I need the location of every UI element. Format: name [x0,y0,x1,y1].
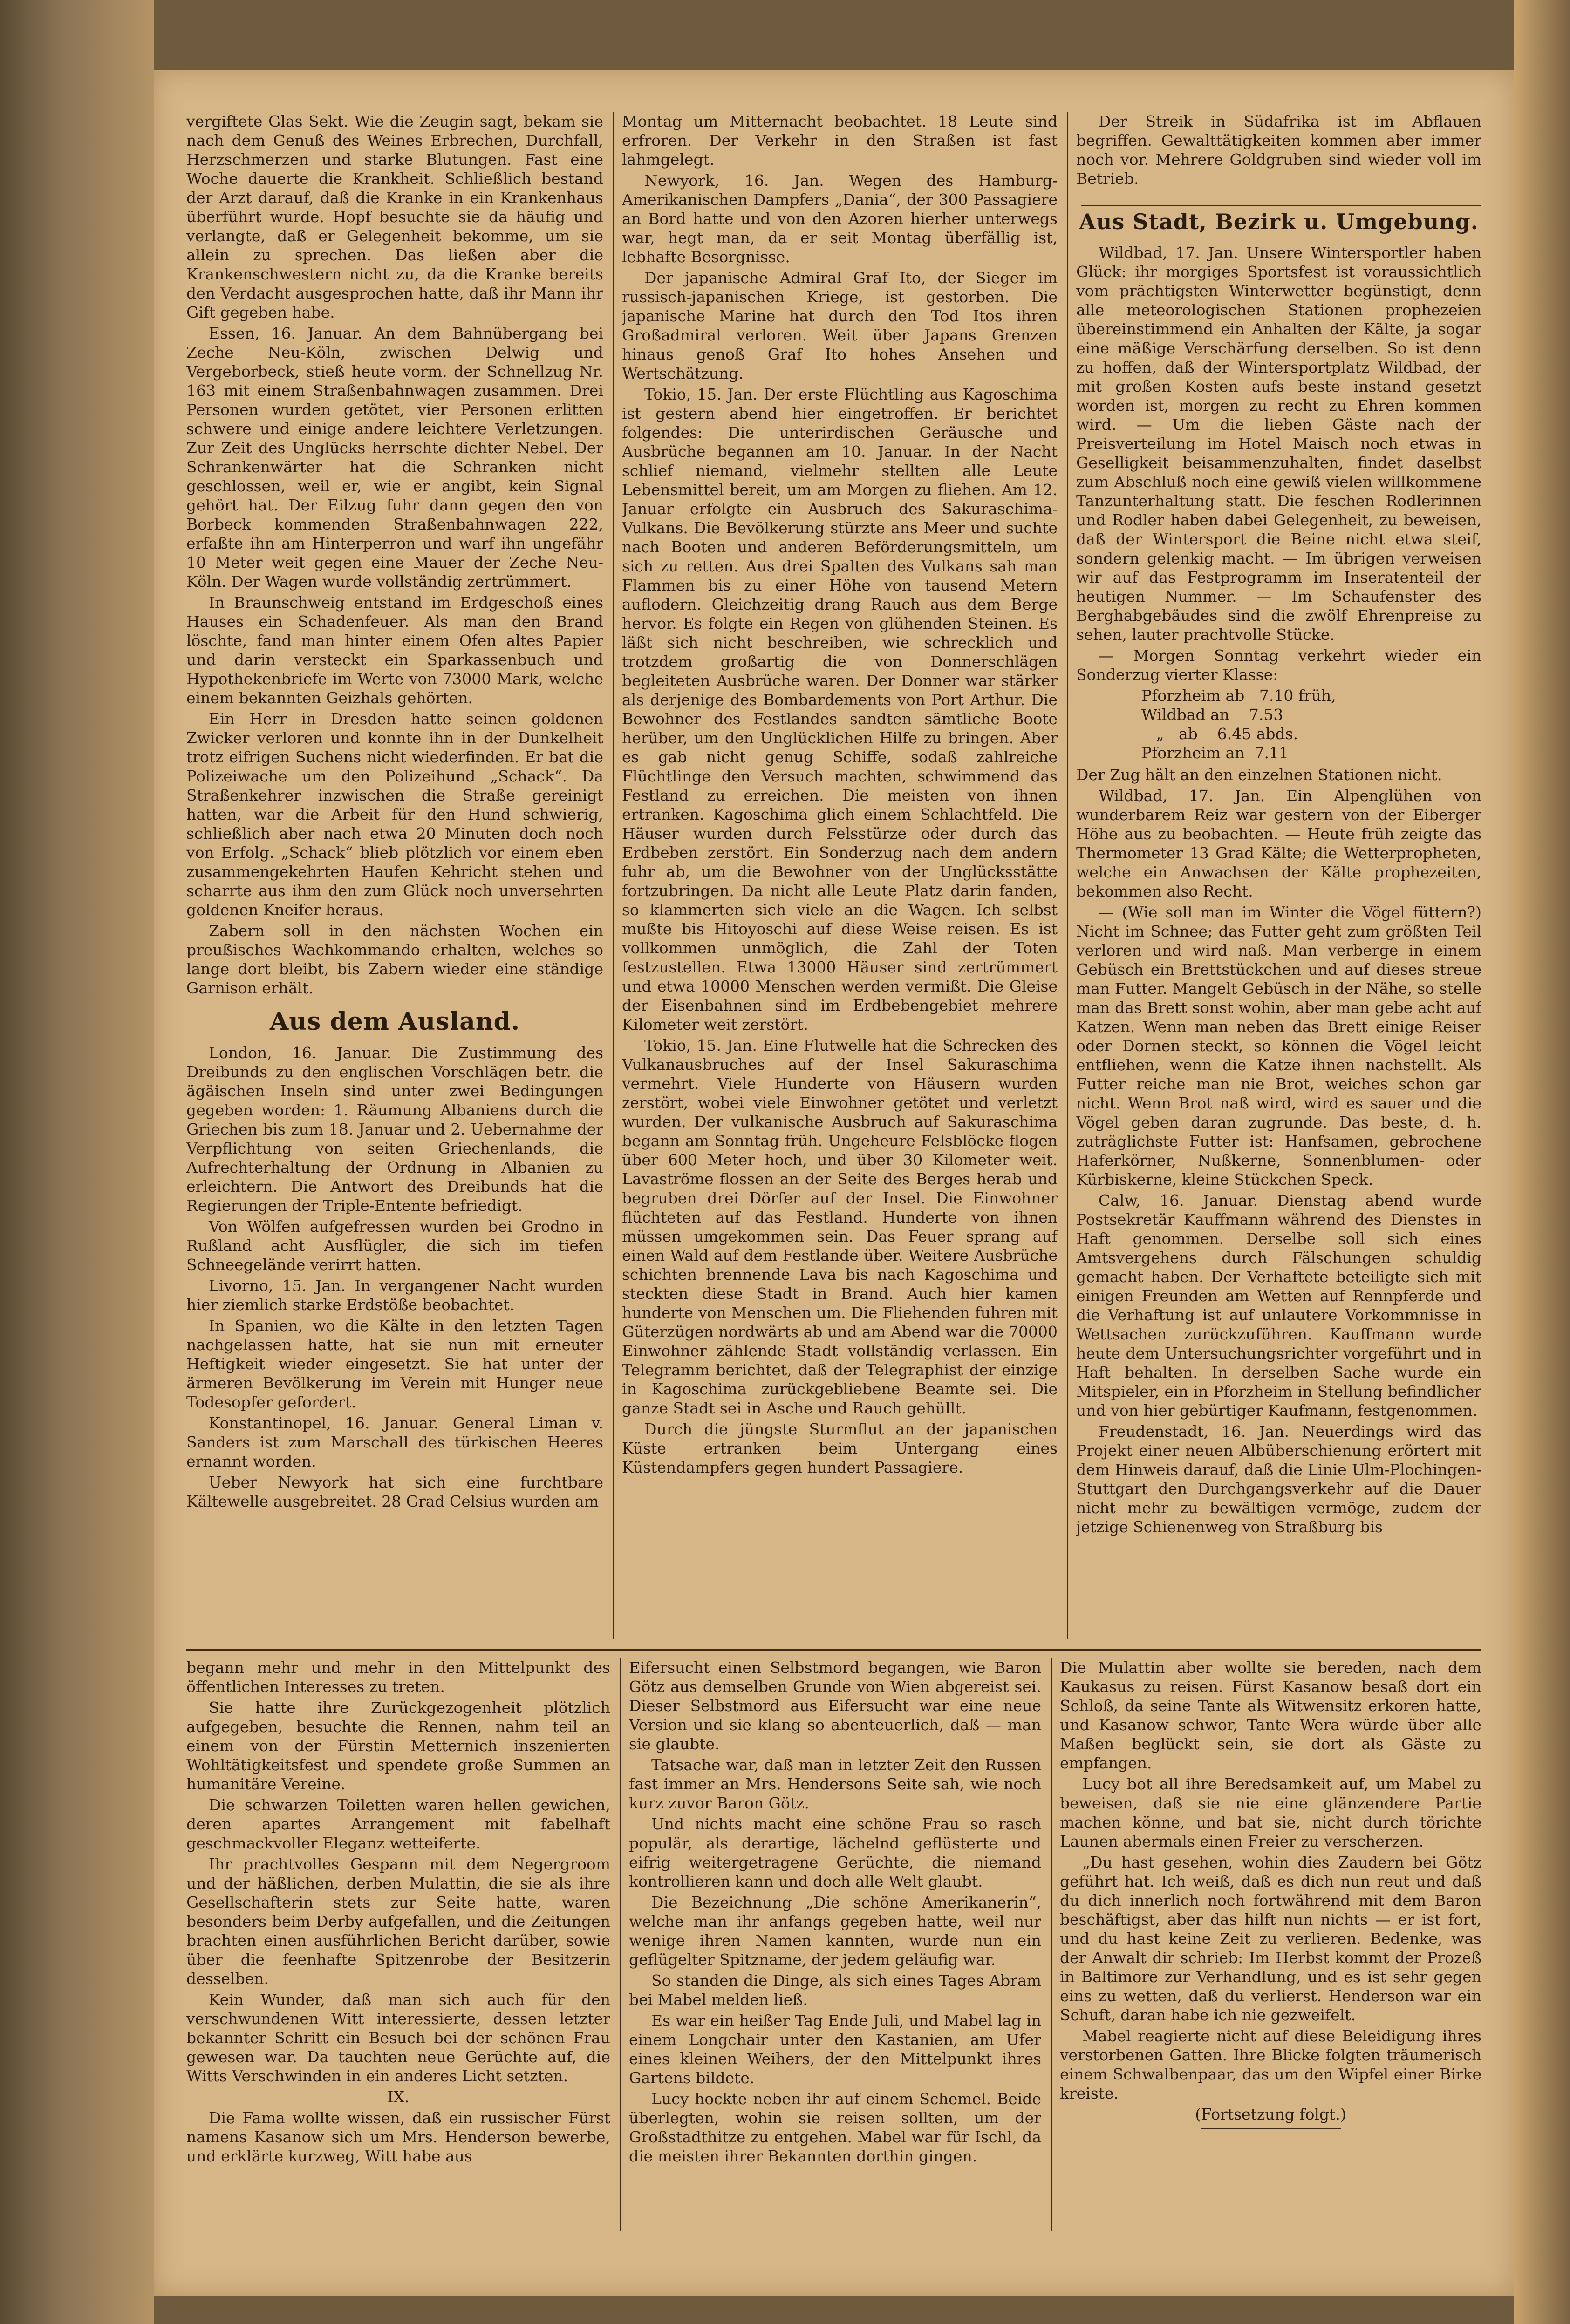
story-paragraph: begann mehr und mehr in den Mittelpunkt des öffentlichen Interesses zu treten. [186,1658,610,1696]
article-paragraph: Wildbad, 17. Jan. Ein Alpenglühen von wunderbarem Reiz war gestern von der Eiberger Höhe aus zu beobachten. — Heute früh zeigte das Thermometer 13 Grad Kälte; die Wetterpropheten, welche ein Anwachsen der Kälte prophezeiten, bekommen also Recht. [1076,787,1481,900]
newspaper-page [154,70,1514,2296]
feuilleton-column-2 [629,1658,1041,2236]
story-paragraph: Lucy hockte neben ihr auf einem Schemel. Beide überlegten, wohin sie reisen sollten, um der Großstadthitze zu entgehen. Mabel war für Ischl, da die meisten ihrer Bekannten dorthin gingen. [629,2090,1041,2165]
story-paragraph: Tatsache war, daß man in letzter Zeit den Russen fast immer an Mrs. Hendersons Seite sah, wie noch kurz zuvor Baron Götz. [629,1756,1041,1812]
continuation-note: (Fortsetzung folgt.) [1195,2105,1346,2123]
train-schedule-row: Wildbad an 7.53 [1141,706,1283,724]
article-paragraph: Newyork, 16. Jan. Wegen des Hamburg-Amerikanischen Dampfers „Dania“, der 300 Passagiere an Bord hatte und von den Azoren hierher unterwegs war, hegt man, da er seit Montag überfällig ist, lebhafte Besorgnisse. [622,171,1058,266]
end-rule [1201,2128,1341,2129]
story-paragraph: Es war ein heißer Tag Ende Juli, und Mabel lag in einem Longchair unter den Kastanien, am Ufer eines kleinen Weihers, der den Mittelpunkt ihres Gartens bildete. [629,2011,1041,2087]
article-paragraph: vergiftete Glas Sekt. Wie die Zeugin sagt, bekam sie nach dem Genuß des Weines Erbrechen, Durchfall, Herzschmerzen und starke Blutungen. Fast eine Woche dauerte die Krankheit. Schließlich bestand der Arzt darauf, daß die Kranke in ein Krankenhaus überführt wurde. Hopf besuchte sie da häufig und verlangte, daß er Gelegenheit bekomme, um sie allein zu sprechen. Das ließen aber die Krankenschwestern nicht zu, da die Kranke bereits den Verdacht ausgesprochen hatte, daß ihr Mann ihr Gift gegeben habe. [186,112,603,321]
story-paragraph: Ihr prachtvolles Gespann mit dem Negergroom und der häßlichen, derben Mulattin, die sie als ihre Gesellschafterin stets zur Seite hatte, waren besonders beim Derby aufgefallen, und die Zeitungen brachten einen ausführlichen Bericht darüber, sowie über die feenhafte Spitzenrobe der Besitzerin desselben. [186,1855,610,1988]
article-paragraph: Zabern soll in den nächsten Wochen ein preußisches Wachkommando erhalten, welches so lange dort bleibt, bis Zabern wieder eine ständige Garnison erhält. [186,922,603,997]
column-2 [622,112,1058,1644]
column-3 [1076,112,1481,1644]
train-schedule-row: Pforzheim an 7.11 [1141,744,1289,762]
feuilleton-column-1 [186,1658,610,2236]
story-paragraph: Die schwarzen Toiletten waren hellen gewichen, deren apartes Arrangement mit fabelhaft geschmackvoller Eleganz wetteiferte. [186,1796,610,1852]
article-paragraph: — (Wie soll man im Winter die Vögel füttern?) Nicht im Schnee; das Futter geht zum größten Teil verloren und wird naß. Man verberge in einem Gebüsch ein Brettstückchen und auf dieses streue man Futter. Mangelt Gebüsch in der Nähe, so stelle man das Brett sonst wohin, aber man gebe acht auf Katzen. Wenn man neben das Brett einige Reiser oder Dornen steckt, so können die Vögel leicht entfliehen, wenn die Katze ihnen nachstellt. Als Futter reiche man nie Brot, weiches schon gar nicht. Wenn Brot naß wird, wird es sauer und die Vögel geben daran zugrunde. Das beste, d. h. zuträglichste Futter ist: Hanfsamen, gebrochene Haferkörner, Nußkerne, Sonnenblumen- oder Kürbiskerne, kleine Stückchen Speck. [1076,903,1481,1189]
section-heading-ausland: Aus dem Ausland. [269,1007,520,1036]
story-paragraph: Sie hatte ihre Zurückgezogenheit plötzlich aufgegeben, besuchte die Rennen, nahm teil an einem von der Fürstin Metternich inszenierten Wohltätigkeitsfest und spendete große Summen an humanitäre Vereine. [186,1699,610,1793]
story-paragraph: Die Mulattin aber wollte sie bereden, nach dem Kaukasus zu reisen. Fürst Kasanow besaß dort ein Schloß, da seine Tante als Witwensitz erkoren hatte, und Kasanow schwor, Tante Wera würde über alle Maßen beglückt sein, sie dort als Gäste zu empfangen. [1060,1658,1481,1772]
article-paragraph: Der Zug hält an den einzelnen Stationen nicht. [1076,766,1442,784]
article-paragraph: Calw, 16. Januar. Dienstag abend wurde Postsekretär Kauffmann während des Dienstes in Haft genommen. Derselbe soll sich eines Amtsvergehens durch Fälschungen schuldig gemacht haben. Der Verhaftete beteiligte sich mit einigen Freunden am Wetten auf Rennpferde und die Verhaftung ist auf unlautere Vorkommnisse in Wettsachen zurückzuführen. Kauffmann wurde heute dem Untersuchungsrichter vorgeführt und in Haft behalten. In derselben Sache wurde ein Mitspieler, ein in Pforzheim in Stellung befindlicher und von hier gebürtiger Kaufmann, festgenommen. [1076,1191,1481,1420]
story-paragraph: „Du hast gesehen, wohin dies Zaudern bei Götz geführt hat. Ich weiß, daß es dich nun reut und daß du dich innerlich noch fortwährend mit dem Baron beschäftigst, aber das hilft nun nichts — er ist fort, und du hast keine Zeit zu verlieren. Bedenke, was der Anwalt dir schrieb: Im Herbst kommt der Prozeß in Baltimore zur Verhandlung, und es ist sehr gegen eins zu wetten, daß du verlierst. Henderson war ein Schuft, daran habe ich nie gezweifelt. [1060,1853,1481,2024]
article-paragraph: In Spanien, wo die Kälte in den letzten Tagen nachgelassen hatte, hat sie nun mit erneuter Heftigkeit wieder eingesetzt. Sie hat unter der ärmeren Bevölkerung im Verein mit Hunger neue Todesopfer gefordert. [186,1317,603,1411]
article-paragraph: Essen, 16. Januar. An dem Bahnübergang bei Zeche Neu-Köln, zwischen Delwig und Vergeborbeck, stieß heute vorm. der Schnellzug Nr. 163 mit einem Straßenbahnwagen zusammen. Drei Personen wurden getötet, vier Personen erlitten schwere und einige andere leichtere Verletzungen. Zur Zeit des Unglücks herrschte dichter Nebel. Der Schrankenwärter hat die Schranken nicht geschlossen, weil er, wie er angibt, kein Signal gehört hat. Der Eilzug fuhr dann gegen den von Borbeck kommenden Straßenbahnwagen 222, erfaßte ihn am Hinterperron und warf ihn ungefähr 10 Meter weit gegen eine Mauer der Zeche Neu-Köln. Der Wagen wurde vollständig zertrümmert. [186,324,603,591]
article-paragraph: Montag um Mitternacht beobachtet. 18 Leute sind erfroren. Der Verkehr in den Straßen ist fast lahmgelegt. [622,112,1058,169]
story-paragraph: Eifersucht einen Selbstmord begangen, wie Baron Götz aus demselben Grunde von Wien abgereist sei. Dieser Selbstmord aus Eifersucht war eine neue Version und sie klang so abenteuerlich, daß — man sie glaubte. [629,1658,1041,1753]
story-paragraph: Mabel reagierte nicht auf diese Beleidigung ihres verstorbenen Gatten. Ihre Blicke folgten träumerisch einem Schwalbenpaar, das um den Wipfel einer Birke kreiste. [1060,2027,1481,2102]
feuilleton-divider [186,1649,1481,1651]
page-stack-edge [1514,0,1570,2324]
column-rule [620,1658,621,2231]
chapter-number: IX. [387,2088,410,2106]
article-paragraph: Livorno, 15. Jan. In vergangener Nacht wurden hier ziemlich starke Erdstöße beobachtet. [186,1277,603,1314]
column-1 [186,112,603,1644]
article-paragraph: Durch die jüngste Sturmflut an der japanischen Küste ertranken beim Untergang eines Küstendampfers gegen hundert Passagiere. [622,1420,1058,1476]
article-paragraph: Der Streik in Südafrika ist im Abflauen begriffen. Gewalttätigkeiten kommen aber immer noch vor. Mehrere Goldgruben sind wieder voll im Betrieb. [1076,112,1481,188]
article-paragraph: Der japanische Admiral Graf Ito, der Sieger im russisch-japanischen Kriege, ist gestorben. Die japanische Marine hat durch den Tod Itos ihren Großadmiral verloren. Weit über Japans Grenzen hinaus genoß Graf Ito hohes Ansehen und Wertschätzung. [622,269,1058,382]
column-rule [613,112,614,1639]
train-schedule-row: „ ab 6.45 abds. [1141,725,1298,743]
book-binding-edge [0,0,154,2324]
story-paragraph: Kein Wunder, daß man sich auch für den verschwundenen Witt interessierte, dessen letzter bekannter Schritt ein Besuch bei der schönen Frau gewesen war. Da tauchten neue Gerüchte auf, die Witts Verschwinden in ein anderes Licht setzten. [186,1991,610,2085]
article-paragraph: Tokio, 15. Jan. Der erste Flüchtling aus Kagoschima ist gestern abend hier eingetroffen. Er berichtet folgendes: Die unterirdischen Geräusche und Ausbrüche begannen am 10. Januar. In der Nacht schlief niemand, vielmehr stellten alle Leute Lebensmittel bereit, um am Morgen zu fliehen. Am 12. Januar erfolgte ein Ausbruch des Sakuraschima-Vulkans. Die Bevölkerung stürzte ans Meer und suchte nach Booten und anderen Beförderungsmitteln, um sich zu retten. Aus drei Spalten des Vulkans sah man Flammen bis zu einer Höhe von tausend Metern auflodern. Gleichzeitig drang Rauch aus dem Berge hervor. Es folgte ein Regen von glühenden Steinen. Es läßt sich nicht beschreiben, wie schrecklich und trotzdem großartig die von Donnerschlägen begleiteten Ausbrüche waren. Der Donner war stärker als derjenige des Bombardements von Port Arthur. Die Bewohner des Festlandes sandten sämtliche Boote herüber, um den Unglücklichen Hilfe zu bringen. Aber es gab nicht genug Schiffe, sodaß zahlreiche Flüchtlinge den Versuch machten, schwimmend das Festland zu erreichen. Die meisten von ihnen ertranken. Kagoschima glich einem Schlachtfeld. Die Häuser wurden durch Felsstürze oder durch das Erdbeben zerstört. Ein Sonderzug nach dem andern fuhr ab, um die Bewohner von der Unglücksstätte fortzubringen. Da nicht alle Leute Platz darin fanden, so klammerten sich viele an die Wagen. Ich selbst mußte bis Hitoyoschi auf diese Weise reisen. Es ist vollkommen unmöglich, die Zahl der Toten festzustellen. Etwa 13000 Häuser sind zertrümmert und etwa 10000 Menschen werden vermißt. Die Gleise der Eisenbahnen sind im Erdbebengebiet mehrere Kilometer weit zerstört. [622,385,1058,1033]
article-paragraph: — Morgen Sonntag verkehrt wieder ein Sonderzug vierter Klasse: [1076,646,1481,684]
story-paragraph: Die Fama wollte wissen, daß ein russischer Fürst namens Kasanow sich um Mrs. Henderson bewerbe, und erklärte kurzweg, Witt habe aus [186,2109,610,2165]
article-paragraph: Von Wölfen aufgefressen wurden bei Grodno in Rußland acht Ausflügler, die sich im tiefen Schneegelände verirrt hatten. [186,1217,603,1274]
article-paragraph: Wildbad, 17. Jan. Unsere Wintersportler haben Glück: ihr morgiges Sportsfest ist voraussichtlich vom prächtigsten Winterwetter begünstigt, denn alle meteorologischen Stationen prophezeien übereinstimmend ein Anhalten der Kälte, ja sogar eine mäßige Verschärfung derselben. So ist denn zu hoffen, daß der Wintersportplatz Wildbad, der mit großen Kosten aufs beste instand gesetzt worden ist, morgen zu recht zu Ehren kommen wird. — Um die lieben Gäste nach der Preisverteilung im Hotel Maisch noch etwas in Geselligkeit beisammenzuhalten, findet daselbst zum Abschluß noch eine gewiß vielen willkommene Tanzunterhaltung statt. Die feschen Rodlerinnen und Rodler haben dabei Gelegenheit, zu beweisen, daß der Wintersport die Beine nicht etwa steif, sondern gelenkig macht. — Im übrigen verweisen wir auf das Festprogramm im Inseratenteil der heutigen Nummer. — Im Schaufenster des Berghabgebäudes sind die zwölf Ehrenpreise zu sehen, lauter prachtvolle Stücke. [1076,244,1481,644]
story-paragraph: Und nichts macht eine schöne Frau so rasch populär, als derartige, lächelnd geflüsterte und eifrig weitergetragene Gerüchte, die niemand kontrollieren kann und doch alle Welt glaubt. [629,1815,1041,1890]
column-rule [1067,112,1068,1639]
article-paragraph: Freudenstadt, 16. Jan. Neuerdings wird das Projekt einer neuen Albüberschienung erörtert mit dem Hinweis darauf, daß die Linie Ulm-Plochingen-Stuttgart den Durchgangsverkehr auf die Dauer nicht mehr zu bewältigen vermöge, zudem der jetzige Schienenweg von Straßburg bis [1076,1422,1481,1536]
article-paragraph: Ueber Newyork hat sich eine furchtbare Kältewelle ausgebreitet. 28 Grad Celsius wurden am [186,1473,603,1510]
train-schedule-row: Pforzheim ab 7.10 früh, [1141,686,1336,705]
article-paragraph: Ein Herr in Dresden hatte seinen goldenen Zwicker verloren und konnte ihn in der Dunkelheit trotz eifrigen Suchens nicht wiederfinden. Er bat die Polizeiwache um den Polizeihund „Schack“. Da Straßenkehrer inzwischen die Straße gereinigt hatten, war die Arbeit für den Hund schwierig, schließlich aber nach etwa 20 Minuten doch noch von Erfolg. „Schack“ blieb plötzlich vor einem eben zusammengekehrten Haufen Kehricht stehen und scharrte aus ihm den zum Glück noch unversehrten goldenen Kneifer heraus. [186,710,603,919]
article-paragraph: In Braunschweig entstand im Erdgeschoß eines Hauses ein Schadenfeuer. Als man den Brand löschte, fand man hinter einem Ofen altes Papier und darin versteckt ein Sparkassenbuch und Hypothekenbriefe im Werte von 73000 Mark, welche einem bekannten Geizhals gehörten. [186,593,603,707]
feuilleton-column-3 [1060,1658,1481,2236]
section-heading-stadt: Aus Stadt, Bezirk u. Umgebung. [1079,209,1479,234]
article-paragraph: London, 16. Januar. Die Zustimmung des Dreibunds zu den englischen Vorschlägen betr. die ägäischen Inseln sind unter zwei Bedingungen gegeben worden: 1. Räumung Albaniens durch die Griechen bis zum 18. Januar und 2. Uebernahme der Verpflichtung von seiten Griechenlands, die Aufrechterhaltung der Ordnung in Albanien zu erleichtern. Die Antwort des Dreibunds hat die Regierungen der Triple-Entente befriedigt. [186,1044,603,1215]
story-paragraph: Lucy bot all ihre Beredsamkeit auf, um Mabel zu beweisen, daß sie nie eine glänzendere Partie machen könne, und bat sie, nicht durch törichte Launen abermals einen Freier zu verscherzen. [1060,1775,1481,1850]
column-rule [1051,1658,1052,2231]
story-paragraph: Die Bezeichnung „Die schöne Amerikanerin“, welche man ihr anfangs gegeben hatte, weil nur wenige ihren Namen kannten, wurde nun ein geflügelter Spitzname, der jedem geläufig war. [629,1893,1041,1969]
article-paragraph: Tokio, 15. Jan. Eine Flutwelle hat die Schrecken des Vulkanausbruches auf der Insel Sakuraschima vermehrt. Viele Hunderte von Häusern wurden zerstört, wobei viele Einwohner getötet und verletzt wurden. Der vulkanische Ausbruch auf Sakuraschima begann am Sonntag früh. Ungeheure Felsblöcke flogen über 600 Meter hoch, und über 30 Kilometer weit. Lavaströme flossen an der Seite des Berges herab und begruben drei Dörfer auf der Insel. Die Einwohner flüchteten auf das Festland. Hunderte von ihnen müssen umgekommen sein. Das Feuer sprang auf einen Wald auf dem Festlande über. Weitere Ausbrüche schichten brennende Lava bis nach Kagoschima und steckten diese Stadt in Brand. Auch hier kamen hunderte von Menschen um. Die Fliehenden fuhren mit Güterzügen nordwärts ab und am Abend war die 70000 Einwohner zählende Stadt vollständig verlassen. Ein Telegramm berichtet, daß der Telegraphist der einzige in Kagoschima zurückgebliebene Beamte sei. Die ganze Stadt sei in Asche und Rauch gehüllt. [622,1036,1058,1417]
article-paragraph: Konstantinopel, 16. Januar. General Liman v. Sanders ist zum Marschall des türkischen Heeres ernannt worden. [186,1414,603,1470]
story-paragraph: So standen die Dinge, als sich eines Tages Abram bei Mabel melden ließ. [629,1971,1041,2009]
train-schedule [1141,686,1481,762]
